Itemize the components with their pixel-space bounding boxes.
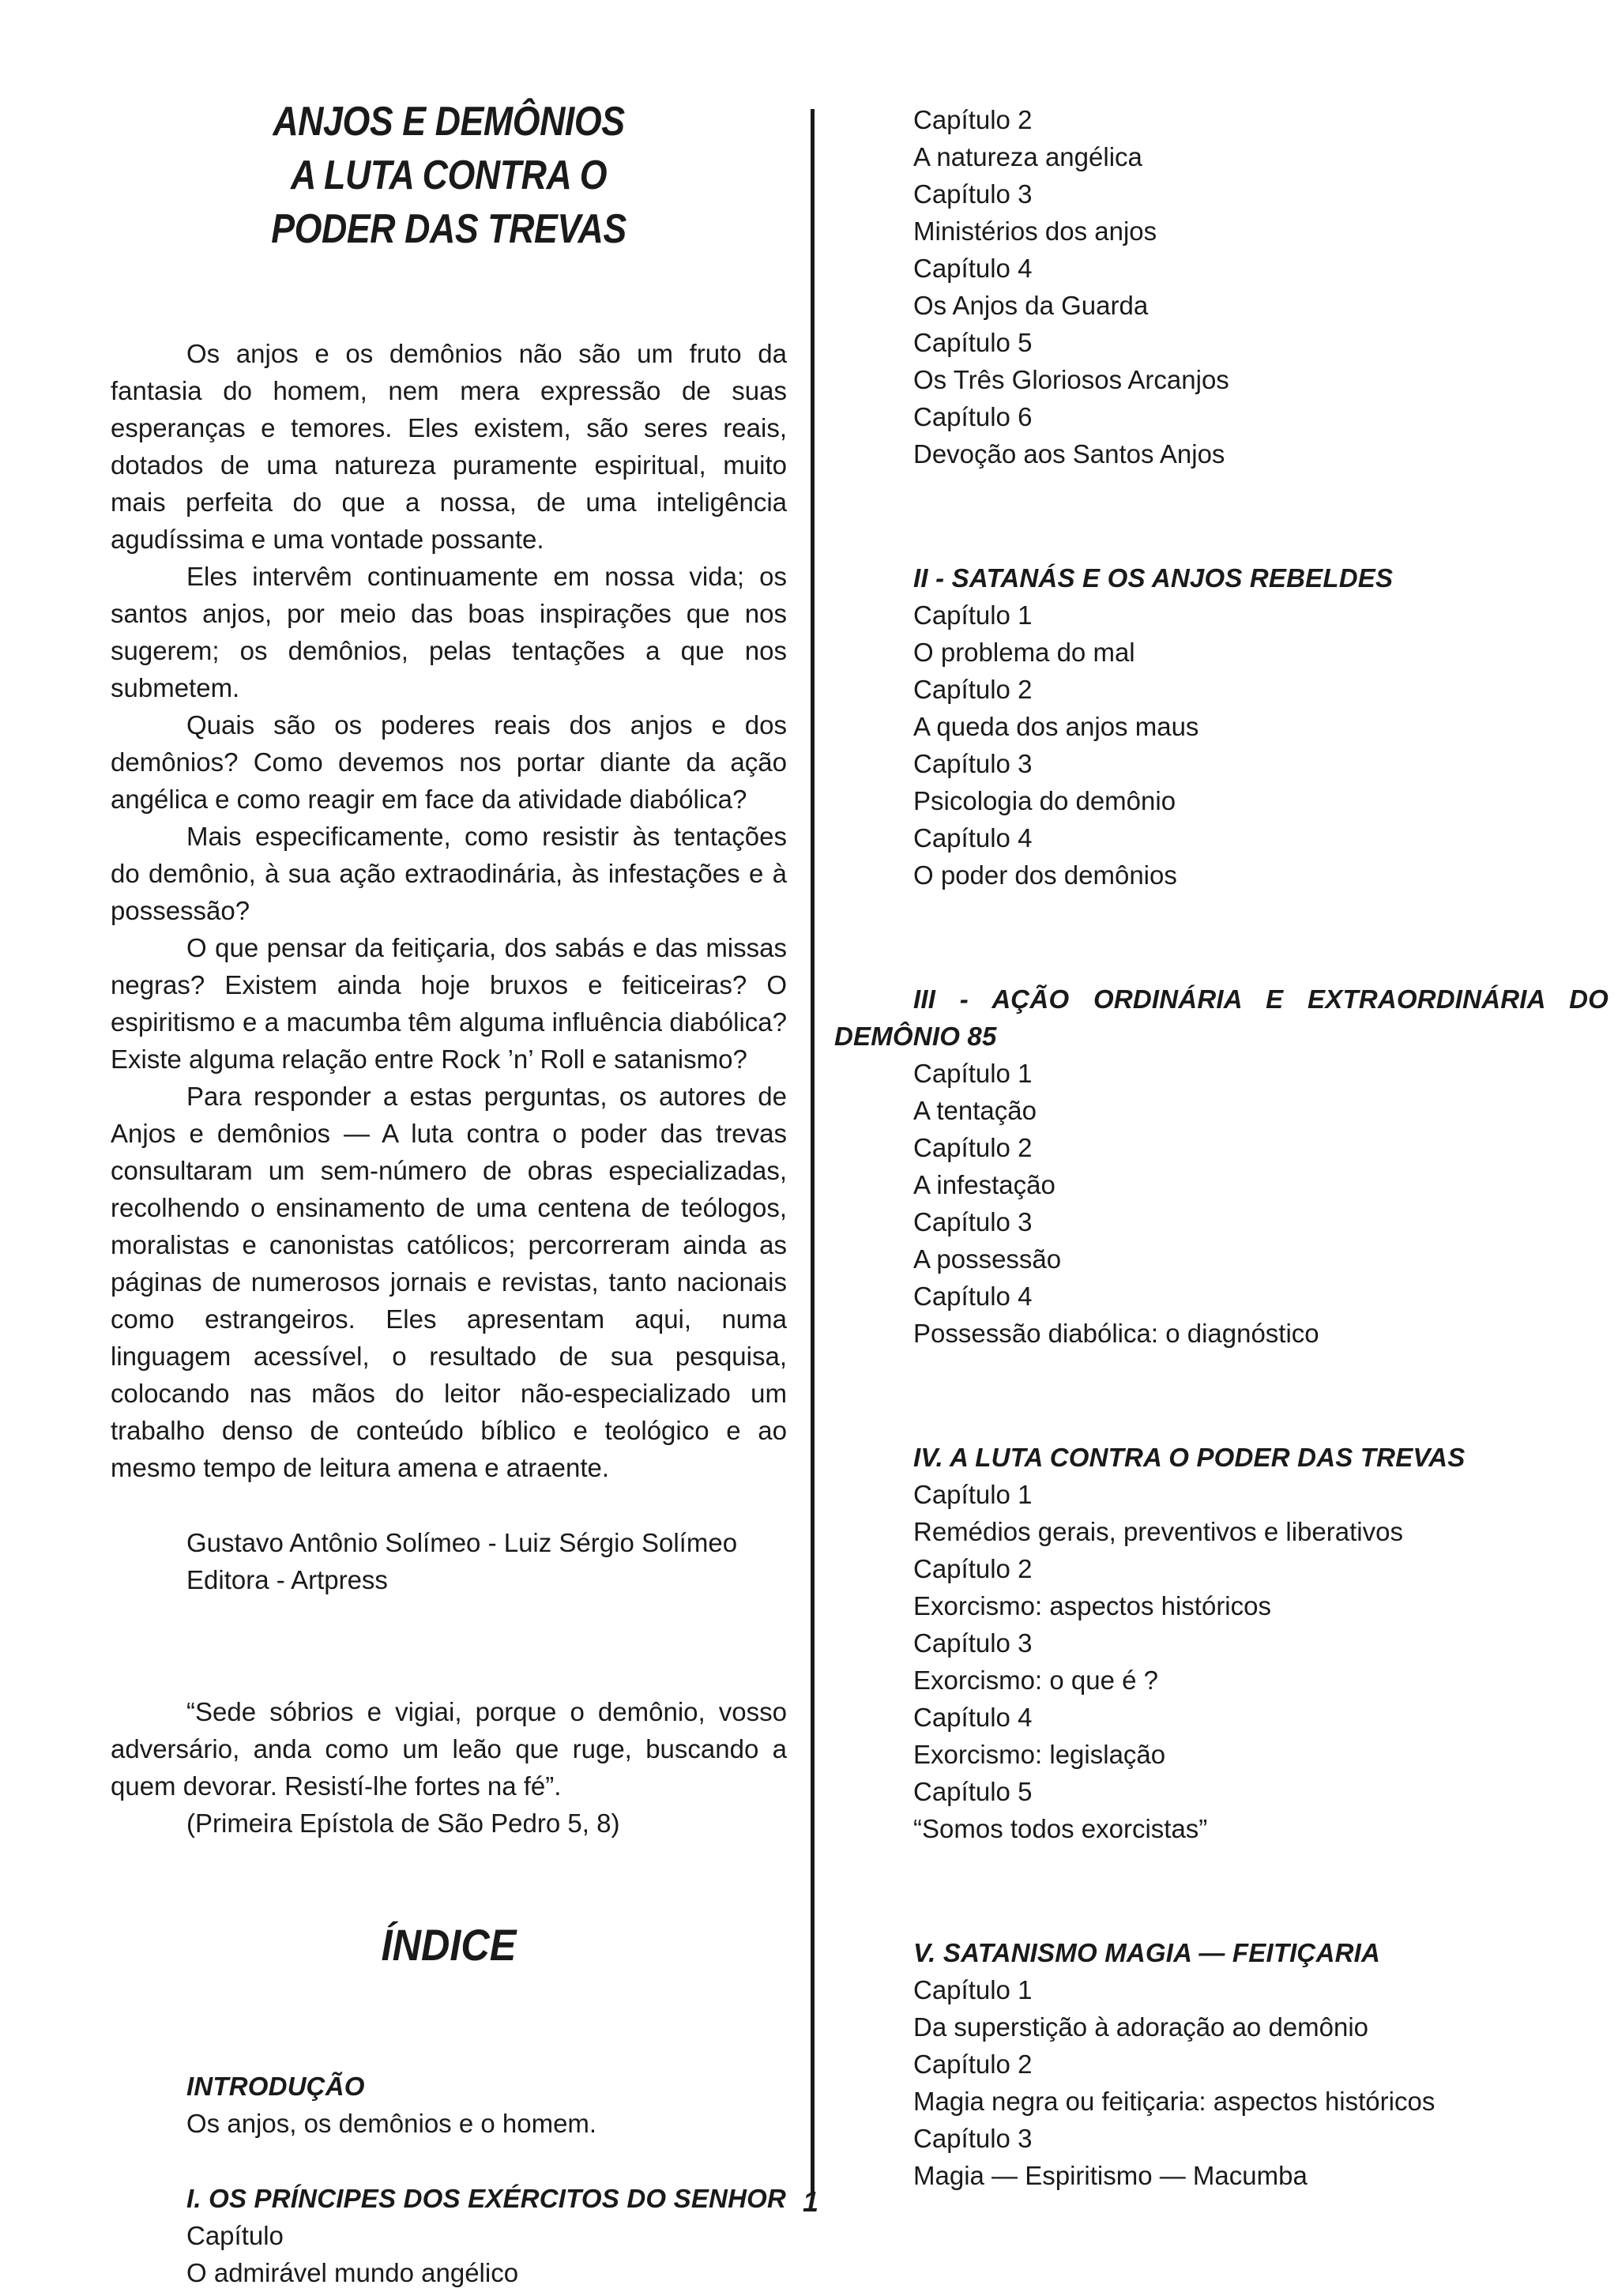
toc-entry: Capítulo 2: [913, 105, 1033, 134]
toc-entry: Capítulo 4: [913, 823, 1033, 853]
toc-section-4: [837, 1439, 1533, 1847]
toc-section-5: [837, 1934, 1533, 2194]
toc-entry: Capítulo 2: [913, 1133, 1033, 1162]
intro-text: [111, 335, 787, 1486]
book-title: [158, 95, 739, 256]
column-divider: [811, 109, 815, 2195]
page-number: 1: [803, 2185, 819, 2218]
toc-entry: Capítulo 4: [913, 254, 1033, 283]
index-left: [111, 2068, 787, 2291]
right-column: [834, 101, 1609, 2194]
toc-entry: Capítulo 1: [913, 1975, 1033, 2004]
intro-paragraph: Os anjos e os demônios não são um fruto da fantasia do homem, nem mera expressão de suas esperanças e temores. Eles existem, são seres reais, dotados de uma natureza puramente espiritual, muito mais perfeita do que a nossa, de uma inteligência agudíssima e uma vontade possante.: [111, 339, 787, 554]
toc-section-2: [837, 559, 1533, 894]
toc-entry: Capítulo 5: [913, 328, 1033, 357]
toc-entry: O poder dos demônios: [913, 860, 1177, 890]
toc-entry: Capítulo 2: [913, 675, 1033, 704]
toc-entry: Capítulo 2: [913, 2049, 1033, 2079]
toc-entry: O admirável mundo angélico: [186, 2258, 519, 2287]
toc-entry: Os Anjos da Guarda: [913, 291, 1149, 320]
toc-entry: Os Três Gloriosos Arcanjos: [913, 365, 1229, 394]
toc-entry: Os anjos, os demônios e o homem.: [186, 2109, 597, 2138]
toc-entry: Magia — Espiritismo — Macumba: [913, 2161, 1308, 2190]
toc-section-3-entries: [837, 1055, 1533, 1352]
toc-entry: Capítulo: [186, 2221, 284, 2250]
toc-section-heading: INTRODUÇÃO: [186, 2072, 365, 2101]
credits: [111, 1524, 787, 1598]
toc-introduction: [186, 2068, 787, 2142]
toc-entry: A possessão: [913, 1244, 1062, 1274]
toc-section-heading: DEMÔNIO 85: [834, 1022, 997, 1051]
toc-entry: Capítulo 1: [913, 600, 1033, 630]
toc-entry: Capítulo 1: [913, 1059, 1033, 1088]
toc-entry: Possessão diabólica: o diagnóstico: [913, 1319, 1319, 1348]
left-column: [111, 95, 787, 2291]
intro-paragraph: Quais são os poderes reais dos anjos e dos demônios? Como devemos nos portar diante da ação angélica e como reagir em face da atividade diabólica?: [111, 710, 787, 814]
toc-entry: Capítulo 1: [913, 1480, 1033, 1509]
toc-entry: Devoção aos Santos Anjos: [913, 439, 1225, 469]
toc-entry: A natureza angélica: [913, 142, 1142, 171]
toc-entry: A tentação: [913, 1096, 1037, 1125]
toc-section-heading: IV. A LUTA CONTRA O PODER DAS TREVAS: [913, 1443, 1466, 1472]
toc-entry: Capítulo 3: [913, 1628, 1033, 1658]
toc-section-heading: I. OS PRÍNCIPES DOS EXÉRCITOS DO SENHOR: [186, 2184, 787, 2213]
toc-entry: A infestação: [913, 1170, 1055, 1199]
toc-entry: Exorcismo: o que é ?: [913, 1666, 1158, 1695]
toc-entry: Capítulo 4: [913, 1703, 1033, 1732]
index-title: ÍNDICE: [381, 1920, 517, 1970]
toc-entry: O problema do mal: [913, 638, 1135, 667]
authors-line: Gustavo Antônio Solímeo - Luiz Sérgio Solímeo: [186, 1528, 738, 1557]
toc-section-heading: V. SATANISMO MAGIA — FEITIÇARIA: [913, 1938, 1381, 1967]
toc-entry: Exorcismo: aspectos históricos: [913, 1591, 1271, 1620]
toc-entry: Capítulo 5: [913, 1777, 1033, 1806]
toc-entry: Capítulo 3: [913, 749, 1033, 778]
toc-entry: Capítulo 6: [913, 402, 1033, 431]
epigraph-source: (Primeira Epístola de São Pedro 5, 8): [186, 1809, 620, 1838]
title-line-2: A LUTA CONTRA O: [290, 152, 608, 198]
epigraph: [111, 1693, 787, 1842]
intro-paragraph: Mais especificamente, como resistir às tentações do demônio, à sua ação extraodinária, às infestações e à possessão?: [111, 822, 787, 925]
toc-entry: Da superstição à adoração ao demônio: [913, 2012, 1369, 2042]
toc-entry: Psicologia do demônio: [913, 786, 1176, 815]
toc-entry: Capítulo 2: [913, 1554, 1033, 1583]
toc-entry: Capítulo 3: [913, 179, 1033, 209]
toc-entry: “Somos todos exorcistas”: [913, 1814, 1208, 1843]
toc-entry: Ministérios dos anjos: [913, 216, 1157, 246]
toc-entry: Capítulo 3: [913, 1207, 1033, 1236]
toc-section-1: [186, 2180, 787, 2291]
publisher-line: Editora - Artpress: [186, 1565, 388, 1594]
toc-section-1-continued: [837, 101, 1533, 472]
intro-paragraph: Eles intervêm continuamente em nossa vida; os santos anjos, por meio das boas inspirações que nos sugerem; os demônios, pelas tentações a que nos submetem.: [111, 562, 787, 702]
toc-entry: Exorcismo: legislação: [913, 1740, 1166, 1769]
intro-paragraph: O que pensar da feitiçaria, dos sabás e das missas negras? Existem ainda hoje bruxos e feiticeiras? O espiritismo e a macumba têm alguma influência diabólica? Existe alguma relação entre Rock ’n’ Roll e satanismo?: [111, 933, 787, 1074]
toc-entry: Capítulo 4: [913, 1282, 1033, 1311]
toc-section-3: [834, 981, 1609, 1352]
title-line-3: PODER DAS TREVAS: [271, 206, 627, 252]
intro-paragraph: Para responder a estas perguntas, os autores de Anjos e demônios — A luta contra o poder das trevas consultaram um sem-número de obras especializadas, recolhendo o ensinamento de uma centena de teólogos, moralistas e canonistas católicos; percorreram ainda as páginas de numerosos jornais e revistas, tanto nacionais como estrangeiros. Eles apresentam aqui, numa linguagem acessível, o resultado de sua pesquisa, colocando nas mãos do leitor não-especializado um trabalho denso de conteúdo bíblico e teológico e ao mesmo tempo de leitura amena e atraente.: [111, 1082, 787, 1482]
toc-entry: Magia negra ou feitiçaria: aspectos históricos: [913, 2087, 1436, 2116]
toc-section-heading: II - SATANÁS E OS ANJOS REBELDES: [913, 563, 1394, 593]
title-line-1: ANJOS E DEMÔNIOS: [273, 99, 625, 145]
epigraph-text: “Sede sóbrios e vigiai, porque o demônio, vosso adversário, anda como um leão que ruge, buscando a quem devorar. Resistí-lhe fortes na fé”.: [111, 1697, 787, 1801]
toc-entry: Remédios gerais, preventivos e liberativos: [913, 1517, 1403, 1546]
toc-entry: Capítulo 3: [913, 2124, 1033, 2153]
toc-entry: A queda dos anjos maus: [913, 712, 1199, 741]
toc-section-heading: III - AÇÃO ORDINÁRIA E EXTRAORDINÁRIA DO: [913, 984, 1609, 1014]
